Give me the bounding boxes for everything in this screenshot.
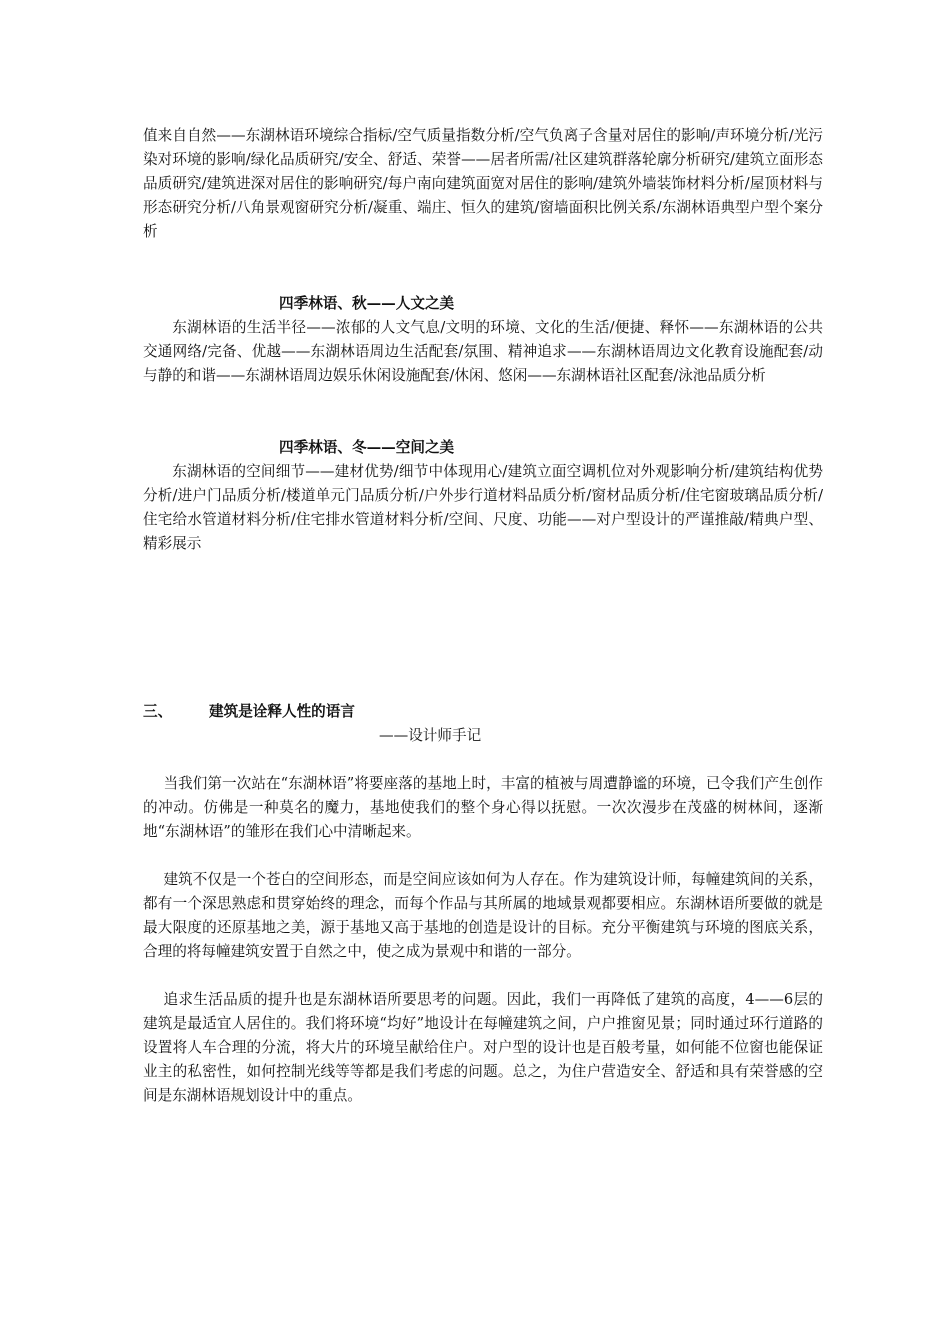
autumn-title: 四季林语、秋——人文之美 — [279, 295, 455, 312]
section-heading — [143, 700, 823, 724]
body-paragraph-1: 当我们第一次站在“东湖林语”将要座落的基地上时，丰富的植被与周遭静谧的环境，已令我们产生创作的冲动。仿佛是一种莫名的魔力，基地使我们的整个身心得以抚慰。一次次漫步在茂盛的树林间，逐渐地“东湖林语”的雏形在我们心中清晰起来。 — [143, 775, 823, 840]
body-paragraph-3: 追求生活品质的提升也是东湖林语所要思考的问题。因此，我们一再降低了建筑的高度，4——6层的建筑是最适宜人居住的。我们将环境“均好”地设计在每幢建筑之间，户户推窗见景；同时通过环行道路的设置将人车合理的分流，将大片的环境呈献给住户。对户型的设计也是百般考量，如何能不位窗也能保证业主的私密性，如何控制光线等等都是我们考虑的问题。总之，为住户营造安全、舒适和具有荣誉感的空间是东湖林语规划设计中的重点。 — [143, 991, 823, 1104]
section-byline: ——设计师手记 — [379, 727, 482, 744]
winter-title: 四季林语、冬——空间之美 — [279, 439, 455, 456]
section-number: 三、 — [143, 703, 173, 720]
section-title: 建筑是诠释人性的语言 — [209, 703, 355, 720]
winter-paragraph: 东湖林语的空间细节——建材优势/细节中体现用心/建筑立面空调机位对外观影响分析/建筑结构优势分析/进户门品质分析/楼道单元门品质分析/户外步行道材料品质分析/窗材品质分析/住宅窗玻璃品质分析/住宅给水管道材料分析/住宅排水管道材料分析/空间、尺度、功能——对户型设计的严谨推敲/精典户型、精彩展示 — [143, 463, 823, 552]
body-paragraph-2: 建筑不仅是一个苍白的空间形态，而是空间应该如何为人存在。作为建筑设计师，每幢建筑间的关系，都有一个深思熟虑和贯穿始终的理念，而每个作品与其所属的地域景观都要相应。东湖林语所要做的就是最大限度的还原基地之美，源于基地又高于基地的创造是设计的目标。充分平衡建筑与环境的图底关系，合理的将每幢建筑安置于自然之中，使之成为景观中和谐的一部分。 — [143, 871, 823, 960]
intro-paragraph: 值来自自然——东湖林语环境综合指标/空气质量指数分析/空气负离子含量对居住的影响/声环境分析/光污染对环境的影响/绿化品质研究/安全、舒适、荣誉——居者所需/社区建筑群落轮廓分析研究/建筑立面形态品质研究/建筑进深对居住的影响研究/每户南向建筑面宽对居住的影响/建筑外墙装饰材料分析/屋顶材料与形态研究分析/八角景观窗研究分析/凝重、端庄、恒久的建筑/窗墙面积比例关系/东湖林语典型户型个案分析 — [143, 127, 823, 240]
autumn-paragraph: 东湖林语的生活半径——浓郁的人文气息/文明的环境、文化的生活/便捷、释怀——东湖林语的公共交通网络/完备、优越——东湖林语周边生活配套/氛围、精神追求——东湖林语周边文化教育设施配套/动与静的和谐——东湖林语周边娱乐休闲设施配套/休闲、悠闲——东湖林语社区配套/泳池品质分析 — [143, 319, 823, 384]
document-page — [143, 124, 823, 1108]
